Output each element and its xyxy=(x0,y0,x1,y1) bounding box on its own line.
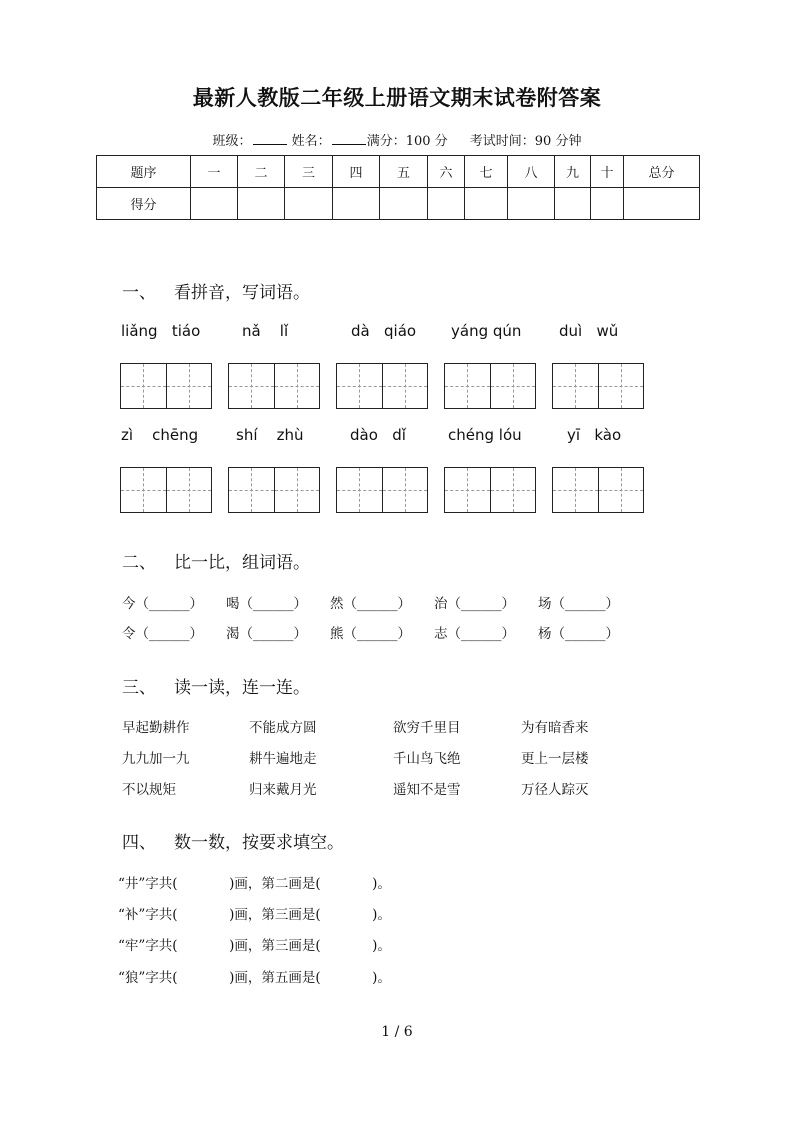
pinyin-word: liǎng tiáo xyxy=(121,322,201,340)
score-header-row xyxy=(97,156,700,188)
writing-grid[interactable] xyxy=(120,467,212,513)
section-1-title: 一、 看拼音，写词语。 xyxy=(122,283,310,303)
stroke-question[interactable]: “牢”字共( )画，第三画是( )。 xyxy=(118,938,391,954)
writing-grid[interactable] xyxy=(336,467,428,513)
section-3-title: 三、 读一读，连一连。 xyxy=(122,678,310,698)
exam-info xyxy=(0,130,794,149)
score-cell[interactable] xyxy=(380,188,428,220)
match-item[interactable]: 不以规矩 xyxy=(122,782,176,798)
pinyin-word: yī kào xyxy=(567,426,622,444)
compare-item[interactable]: 志（______） xyxy=(434,626,515,642)
pinyin-word: yáng qún xyxy=(451,322,522,340)
header-cell: 六 xyxy=(428,156,465,188)
compare-item[interactable]: 今（______） xyxy=(122,596,203,612)
header-cell: 二 xyxy=(238,156,285,188)
pinyin-word: shí zhù xyxy=(236,426,304,444)
page-number: 1 / 6 xyxy=(381,1024,413,1040)
stroke-question[interactable]: “狼”字共( )画，第五画是( )。 xyxy=(118,970,391,986)
match-item[interactable]: 遥知不是雪 xyxy=(393,782,461,798)
class-label: 班级： xyxy=(212,134,252,149)
match-item[interactable]: 不能成方圆 xyxy=(249,720,317,736)
compare-item[interactable]: 喝（______） xyxy=(226,596,307,612)
compare-item[interactable]: 渴（______） xyxy=(226,626,307,642)
pinyin-word: chéng lóu xyxy=(448,426,522,444)
header-cell: 总分 xyxy=(624,156,700,188)
score-cell[interactable] xyxy=(555,188,591,220)
header-cell: 四 xyxy=(333,156,380,188)
header-cell: 七 xyxy=(465,156,508,188)
compare-item[interactable]: 治（______） xyxy=(434,596,515,612)
score-cell[interactable] xyxy=(285,188,333,220)
writing-grid[interactable] xyxy=(552,363,644,409)
header-cell: 十 xyxy=(591,156,624,188)
score-cell[interactable] xyxy=(191,188,238,220)
header-cell: 题序 xyxy=(97,156,191,188)
match-item[interactable]: 更上一层楼 xyxy=(521,751,589,767)
pinyin-word: dào dǐ xyxy=(350,426,406,444)
header-cell: 八 xyxy=(508,156,555,188)
writing-grid[interactable] xyxy=(444,467,536,513)
name-label: 姓名： xyxy=(291,134,331,149)
pinyin-word: nǎ lǐ xyxy=(242,322,289,340)
writing-grid[interactable] xyxy=(120,363,212,409)
writing-grid[interactable] xyxy=(228,363,320,409)
writing-grid[interactable] xyxy=(336,363,428,409)
score-cell[interactable] xyxy=(428,188,465,220)
match-item[interactable]: 欲穷千里目 xyxy=(393,720,461,736)
stroke-question[interactable]: “补”字共( )画，第三画是( )。 xyxy=(118,907,391,923)
score-cell[interactable] xyxy=(238,188,285,220)
name-blank[interactable] xyxy=(332,132,366,145)
pinyin-word: zì chēng xyxy=(121,426,199,444)
section-4-title: 四、 数一数，按要求填空。 xyxy=(122,833,344,853)
page-title: 最新人教版二年级上册语文期末试卷附答案 xyxy=(192,86,602,110)
match-item[interactable]: 早起勤耕作 xyxy=(122,720,190,736)
score-table xyxy=(96,155,700,220)
match-item[interactable]: 耕牛遍地走 xyxy=(249,751,317,767)
match-item[interactable]: 九九加一九 xyxy=(122,751,190,767)
compare-item[interactable]: 然（______） xyxy=(330,596,411,612)
exam-time: 考试时间：90 分钟 xyxy=(469,134,582,149)
match-item[interactable]: 千山鸟飞绝 xyxy=(393,751,461,767)
class-blank[interactable] xyxy=(253,132,287,145)
score-cell[interactable] xyxy=(624,188,700,220)
writing-grid[interactable] xyxy=(228,467,320,513)
pinyin-word: duì wǔ xyxy=(559,322,619,340)
row-label: 得分 xyxy=(97,188,191,220)
header-cell: 九 xyxy=(555,156,591,188)
writing-grid[interactable] xyxy=(444,363,536,409)
score-cell[interactable] xyxy=(465,188,508,220)
header-cell: 五 xyxy=(380,156,428,188)
compare-item[interactable]: 熊（______） xyxy=(330,626,411,642)
score-cell[interactable] xyxy=(508,188,555,220)
score-value-row xyxy=(97,188,700,220)
header-cell: 一 xyxy=(191,156,238,188)
compare-item[interactable]: 场（______） xyxy=(538,596,619,612)
score-cell[interactable] xyxy=(591,188,624,220)
match-item[interactable]: 为有暗香来 xyxy=(521,720,589,736)
pinyin-word: dà qiáo xyxy=(351,322,417,340)
stroke-question[interactable]: “井”字共( )画，第二画是( )。 xyxy=(118,876,391,892)
compare-item[interactable]: 令（______） xyxy=(122,626,203,642)
full-score: 满分：100 分 xyxy=(366,134,448,149)
score-cell[interactable] xyxy=(333,188,380,220)
match-item[interactable]: 归来戴月光 xyxy=(249,782,317,798)
header-cell: 三 xyxy=(285,156,333,188)
writing-grid[interactable] xyxy=(552,467,644,513)
compare-item[interactable]: 杨（______） xyxy=(538,626,619,642)
match-item[interactable]: 万径人踪灭 xyxy=(521,782,589,798)
section-2-title: 二、 比一比，组词语。 xyxy=(122,553,310,573)
